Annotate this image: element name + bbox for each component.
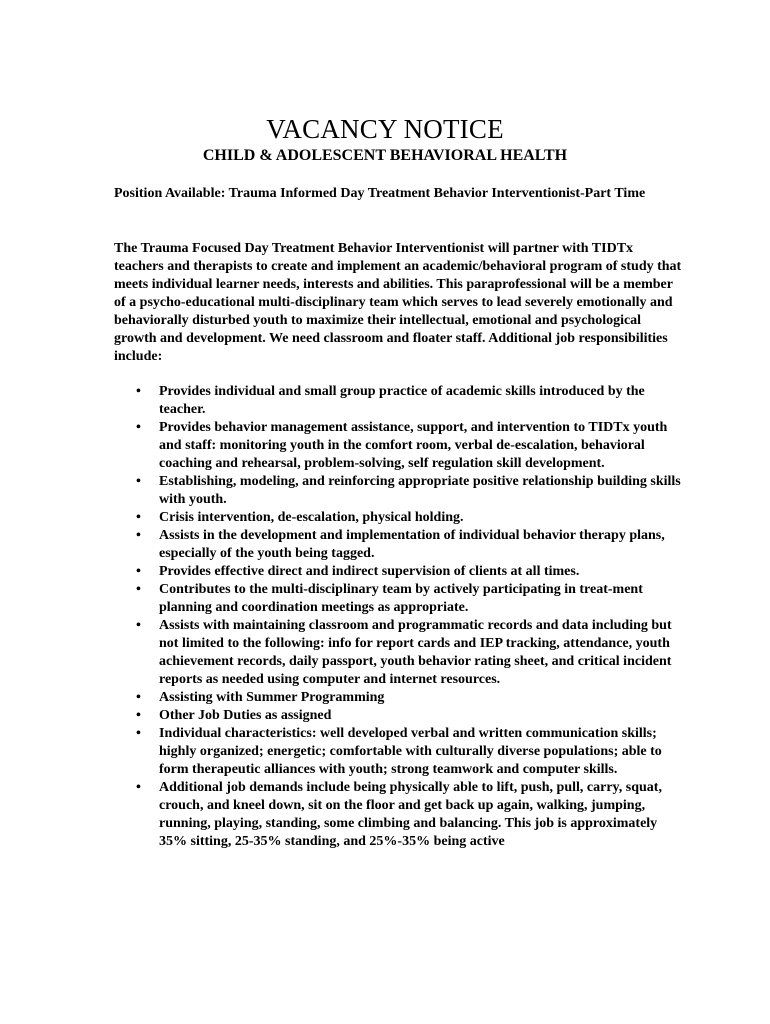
intro-paragraph: The Trauma Focused Day Treatment Behavior Interventionist will partner with TIDTx teachers and therapists to create and implement an academic/behavioral program of study that meets individual learner needs, interests and abilities. This paraprofessional will be a member of a psycho-educational multi-disciplinary team which serves to lead severely emotionally and behaviorally disturbed youth to maximize their intellectual, emotional and psychological growth and development. We need classroom and floater staff. Additional job responsibilities include: xyxy=(114,241,682,364)
duty-text: Provides behavior management assistance, support, and intervention to TIDTx youth and staff: monitoring youth in the comfort room, verbal de-escalation, behavioral coaching and rehearsal, problem-solving, self regulation skill development. xyxy=(159,420,668,471)
bullet-icon: • xyxy=(136,528,141,543)
bullet-icon: • xyxy=(136,474,141,489)
list-item xyxy=(114,617,686,689)
bullet-icon: • xyxy=(136,690,141,705)
duty-text: Assists in the development and implementation of individual behavior therapy plans, especially of the youth being tagged. xyxy=(159,528,665,561)
duty-text: Assists with maintaining classroom and programmatic records and data including but not limited to the following: info for report cards and IEP tracking, attendance, youth achievement records, daily passport, youth behavior rating sheet, and critical incident reports as needed using computer and internet resources. xyxy=(159,618,672,687)
bullet-icon: • xyxy=(136,780,141,795)
list-item xyxy=(114,383,686,419)
list-item xyxy=(114,563,686,581)
duty-text: Provides effective direct and indirect supervision of clients at all times. xyxy=(159,564,580,579)
duty-text: Provides individual and small group practice of academic skills introduced by the teacher. xyxy=(159,384,645,417)
list-item xyxy=(114,707,686,725)
bullet-icon: • xyxy=(136,510,141,525)
duty-text: Establishing, modeling, and reinforcing appropriate positive relationship building skills with youth. xyxy=(159,474,681,507)
list-item xyxy=(114,581,686,617)
duty-text: Additional job demands include being physically able to lift, push, pull, carry, squat, crouch, and kneel down, sit on the floor and get back up again, walking, jumping, running, playing, standing, some climbing and balancing. This job is approximately 35% sitting, 25-35% standing, and 25%-35% being active xyxy=(159,780,662,849)
list-item xyxy=(114,779,686,851)
duty-text: Contributes to the multi-disciplinary team by actively participating in treat-ment planning and coordination meetings as appropriate. xyxy=(159,582,643,615)
bullet-icon: • xyxy=(136,726,141,741)
page-title: VACANCY NOTICE xyxy=(266,114,504,144)
duty-text: Assisting with Summer Programming xyxy=(159,690,385,705)
duty-text: Individual characteristics: well developed verbal and written communication skills; highly organized; energetic; comfortable with culturally diverse populations; able to form therapeutic alliances with youth; strong teamwork and computer skills. xyxy=(159,726,662,777)
bullet-icon: • xyxy=(136,420,141,435)
duty-text: Other Job Duties as assigned xyxy=(159,708,332,723)
bullet-icon: • xyxy=(136,582,141,597)
department-heading: CHILD & ADOLESCENT BEHAVIORAL HEALTH xyxy=(202,147,568,164)
list-item xyxy=(114,509,686,527)
list-item xyxy=(114,725,686,779)
bullet-icon: • xyxy=(136,564,141,579)
bullet-icon: • xyxy=(136,384,141,399)
list-item xyxy=(114,473,686,509)
bullet-icon: • xyxy=(136,618,141,633)
list-item xyxy=(114,419,686,473)
duty-text: Crisis intervention, de-escalation, physical holding. xyxy=(159,510,464,525)
position-available: Position Available: Trauma Informed Day Treatment Behavior Interventionist-Part Time xyxy=(114,186,646,201)
list-item xyxy=(114,689,686,707)
responsibilities-list xyxy=(114,383,686,851)
bullet-icon: • xyxy=(136,708,141,723)
list-item xyxy=(114,527,686,563)
